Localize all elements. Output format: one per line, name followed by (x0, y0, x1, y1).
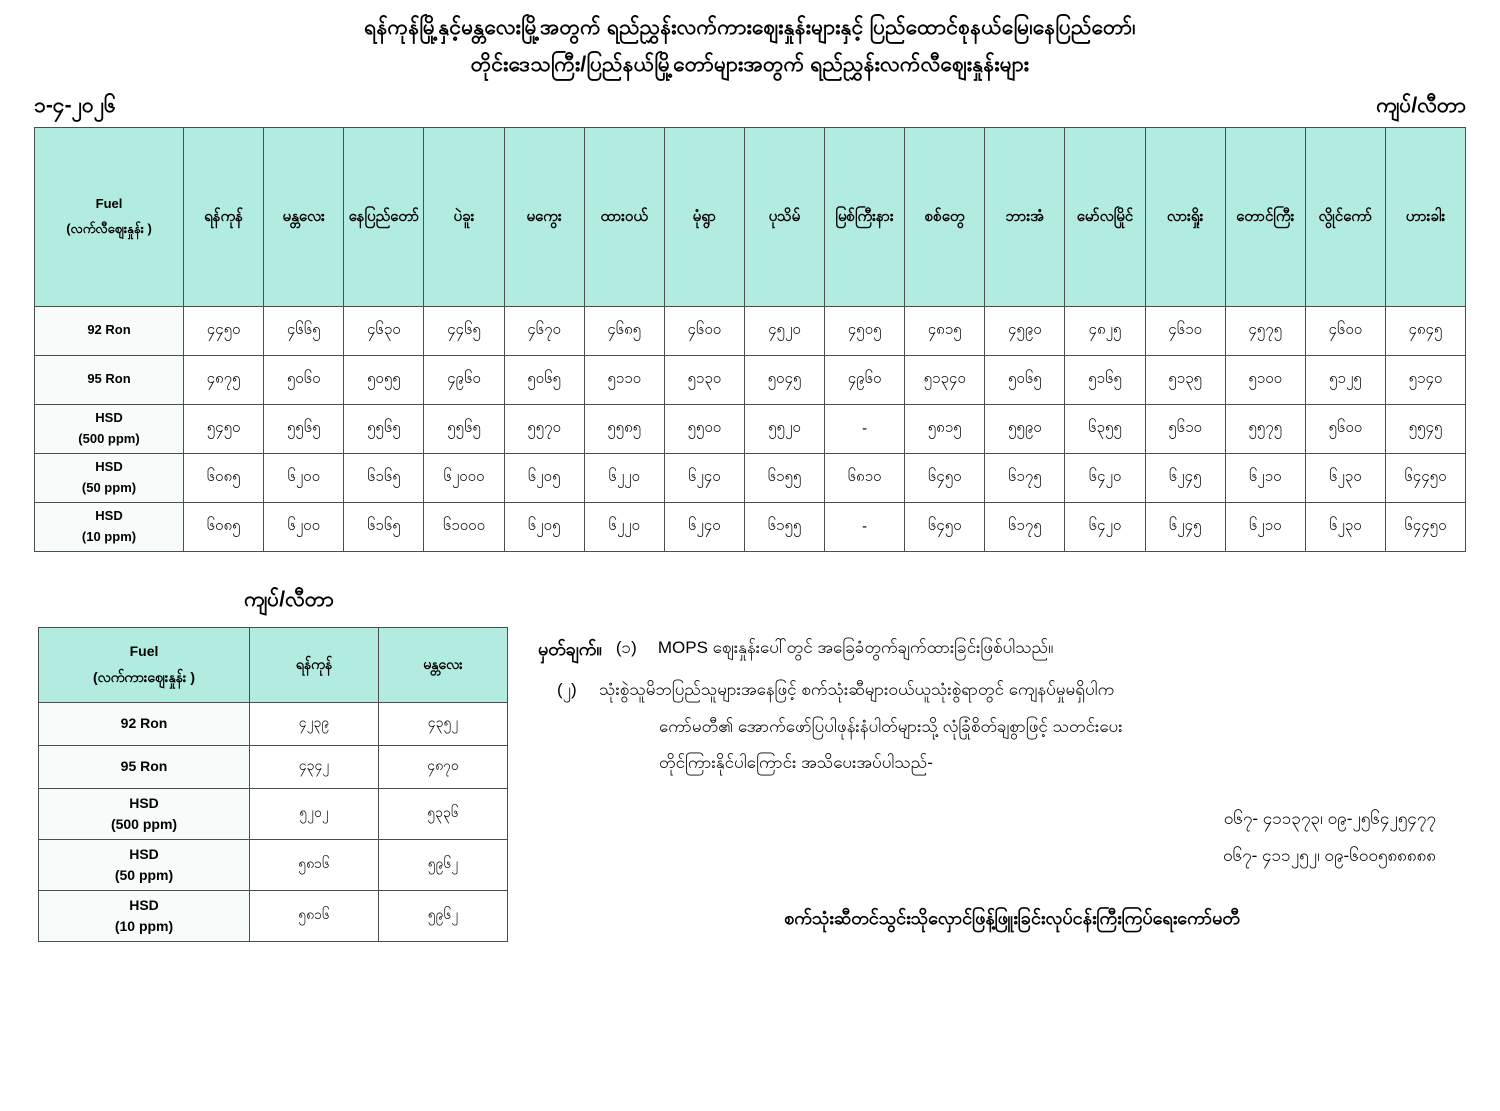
retail-cell: ၆၂၂၀ (584, 502, 664, 551)
retail-cell: ၅၅၆၅ (344, 404, 424, 453)
retail-col-pathein: ပုသိမ် (744, 127, 824, 306)
retail-cell: ၄၆၀၀ (664, 306, 744, 355)
retail-col-naypyitaw: နေပြည်တော် (344, 127, 424, 306)
retail-cell: ၄၅၀၅ (825, 306, 905, 355)
retail-cell: ၅၅၇၅ (1225, 404, 1305, 453)
retail-col-mawlamyine: မော်လမြိုင် (1065, 127, 1145, 306)
retail-cell: ၆၂၄၀ (664, 453, 744, 502)
retail-cell: ၄၆၆၅ (264, 306, 344, 355)
retail-cell: ၆၂၀၀ (264, 453, 344, 502)
note-1 (538, 630, 1466, 669)
retail-cell: ၆၂၄၀ (664, 502, 744, 551)
wholesale-table-head (39, 627, 508, 702)
retail-cell: ၆၈၁၀ (825, 453, 905, 502)
wholesale-row-label-hsd500-en: HSD (129, 794, 159, 811)
retail-cell: ၅၆၁၀ (1145, 404, 1225, 453)
retail-cell: ၆၂၃၀ (1305, 453, 1385, 502)
wholesale-cell: ၅၂၀၂ (250, 788, 379, 839)
wholesale-header-row (39, 627, 508, 702)
wholesale-row-label-hsd50-sub: (50 ppm) (114, 866, 174, 883)
retail-cell: ၆၂၁၀ (1225, 453, 1305, 502)
retail-cell: ၆၄၄၅၀ (1385, 502, 1465, 551)
retail-cell: ၄၈၂၅ (1065, 306, 1145, 355)
retail-row-label-92ron (35, 306, 184, 355)
retail-cell: ၄၅၇၅ (1225, 306, 1305, 355)
note-2-line-2: ကော်မတီ၏ အောက်ဖော်ပြပါဖုန်းနံပါတ်များသို့ လုံခြုံစိတ်ချစွာဖြင့် သတင်းပေး (659, 716, 1123, 736)
retail-cell: ၆၁၆၅ (344, 502, 424, 551)
retail-cell: ၅၅၀၀ (664, 404, 744, 453)
retail-cell: ၆၂၂၀ (584, 453, 664, 502)
retail-cell: ၆၂၀၀ (264, 502, 344, 551)
retail-row-label-hsd50-en: HSD (95, 459, 123, 475)
note-2-line-3: တိုင်ကြားနိုင်ပါကြောင်း အသိပေးအပ်ပါသည်- (659, 753, 933, 773)
wholesale-row-label-92ron (39, 702, 250, 745)
retail-cell: ၄၆၁၀ (1145, 306, 1225, 355)
retail-cell: ၅၅၈၅ (584, 404, 664, 453)
retail-cell: ၆၃၅၅ (1065, 404, 1145, 453)
phone-line-1: ၀၆၇- ၄၁၁၃၇၃၊ ၀၉-၂၅၆၄၂၅၄၇၇ (1223, 808, 1436, 828)
wholesale-cell: ၅၉၆၂ (379, 890, 508, 941)
retail-row-label-hsd50 (35, 453, 184, 502)
retail-cell: ၅၀၆၀ (264, 355, 344, 404)
wholesale-col-mandalay: မန္တလေး (379, 627, 508, 702)
retail-cell: ၄၄၆၅ (424, 306, 504, 355)
wholesale-row-label-hsd10 (39, 890, 250, 941)
retail-cell: ၆၁၇၅ (985, 453, 1065, 502)
retail-cell: ၆၂၄၅ (1145, 453, 1225, 502)
retail-cell: - (825, 404, 905, 453)
retail-col-loikaw: လွိုင်ကော် (1305, 127, 1385, 306)
document-title-block (0, 0, 1500, 84)
wholesale-table-body (39, 702, 508, 941)
unit-label-wholesale: ကျပ်/လီတာ (244, 587, 334, 611)
retail-cell: ၆၁၆၅ (344, 453, 424, 502)
retail-cell: ၅၁၃၅ (1145, 355, 1225, 404)
retail-cell: ၆၄၅၀ (905, 502, 985, 551)
page-title-line-1: ရန်ကုန်မြို့နှင့်မန္တလေးမြို့အတွက် ရည်ညွှန်းလက်ကားဈေးနှုန်းများနှင့် ပြည်ထောင်စုနယ်မြေ၊နေပြည်တော်၊ (364, 16, 1136, 39)
notes-section (504, 586, 1466, 942)
retail-cell: ၆၂၄၅ (1145, 502, 1225, 551)
retail-cell: ၅၅၆၅ (264, 404, 344, 453)
retail-cell: ၅၁၀၀ (1225, 355, 1305, 404)
wholesale-row-label-hsd10-en: HSD (129, 896, 159, 913)
wholesale-cell: ၅၈၁၆ (250, 839, 379, 890)
retail-cell: ၅၁၂၅ (1305, 355, 1385, 404)
retail-cell: ၄၉၆၀ (825, 355, 905, 404)
retail-row-label-hsd500-en: HSD (95, 410, 123, 426)
table-row (35, 306, 1466, 355)
note-2-number: (၂) (557, 680, 577, 700)
retail-cell: ၄၆၃၀ (344, 306, 424, 355)
retail-cell: ၅၁၃၄၀ (905, 355, 985, 404)
retail-cell: ၄၅၂၀ (744, 306, 824, 355)
table-row (39, 702, 508, 745)
retail-cell: ၅၀၆၅ (985, 355, 1065, 404)
retail-cell: ၄၈၄၅ (1385, 306, 1465, 355)
wholesale-cell: ၄၃၅၂ (379, 702, 508, 745)
retail-row-label-hsd10-en: HSD (95, 508, 123, 524)
wholesale-cell: ၅၉၆၂ (379, 839, 508, 890)
retail-cell: ၅၁၃၀ (664, 355, 744, 404)
wholesale-fuel-header-en: Fuel (129, 643, 159, 660)
retail-cell: ၄၈၇၅ (184, 355, 264, 404)
retail-col-taunggyi: တောင်ကြီး (1225, 127, 1305, 306)
retail-cell: ၅၅၉၀ (985, 404, 1065, 453)
retail-cell: ၆၁၅၅ (744, 502, 824, 551)
table-row (35, 355, 1466, 404)
table-row (35, 502, 1466, 551)
note-2-body (599, 672, 1466, 782)
retail-row-label-hsd500-sub: (500 ppm) (78, 430, 140, 446)
wholesale-row-label-hsd10-sub: (10 ppm) (114, 917, 174, 934)
note-2-line-1: သုံးစွဲသူမိဘပြည်သူများအနေဖြင့် စက်သုံးဆီများဝယ်ယူသုံးစွဲရာတွင် ကျေနပ်မှုမရှိပါက (599, 680, 1115, 700)
retail-col-lashio: လားရှိုး (1145, 127, 1225, 306)
retail-row-label-hsd50-sub: (50 ppm) (81, 479, 137, 495)
retail-cell: ၆၂၀၅ (504, 502, 584, 551)
retail-col-yangon: ရန်ကုန် (184, 127, 264, 306)
wholesale-fuel-header (39, 627, 250, 702)
retail-col-myitkyina: မြစ်ကြီးနား (825, 127, 905, 306)
retail-cell: ၅၈၁၅ (905, 404, 985, 453)
retail-cell: ၄၈၁၅ (905, 306, 985, 355)
lower-section (0, 586, 1500, 942)
retail-cell: ၆၄၅၀ (905, 453, 985, 502)
wholesale-cell: ၅၃၃၆ (379, 788, 508, 839)
retail-col-hakha: ဟားခါး (1385, 127, 1465, 306)
retail-row-label-95ron-en: 95 Ron (87, 371, 131, 387)
retail-cell: ၅၅၇၀ (504, 404, 584, 453)
table-row (39, 839, 508, 890)
retail-row-label-hsd10 (35, 502, 184, 551)
wholesale-row-label-hsd500 (39, 788, 250, 839)
retail-row-label-hsd10-sub: (10 ppm) (81, 528, 137, 544)
retail-cell: ၄၆၀၀ (1305, 306, 1385, 355)
wholesale-cell: ၄၂၃၉ (250, 702, 379, 745)
retail-cell: ၆၂၀၅ (504, 453, 584, 502)
retail-header-row (35, 127, 1466, 306)
wholesale-section (34, 586, 504, 942)
effective-date: ၁-၄-၂၀၂၆ (34, 93, 116, 117)
wholesale-row-label-95ron (39, 745, 250, 788)
retail-cell: ၅၅၆၅ (424, 404, 504, 453)
table-row (35, 453, 1466, 502)
meta-row (0, 84, 1500, 127)
retail-cell: ၅၀၄၅ (744, 355, 824, 404)
retail-cell: ၄၆၇၀ (504, 306, 584, 355)
retail-cell: ၅၁၆၅ (1065, 355, 1145, 404)
retail-cell: ၅၀၆၅ (504, 355, 584, 404)
page-title-line-2: တိုင်းဒေသကြီး/ပြည်နယ်မြို့တော်များအတွက် ရည်ညွှန်းလက်လီဈေးနှုန်းများ (470, 52, 1030, 76)
retail-cell: ၆၁၀၀၀ (424, 502, 504, 551)
retail-col-bago: ပဲခူး (424, 127, 504, 306)
retail-cell: ၆၄၂၀ (1065, 453, 1145, 502)
notes-heading: မှတ်ချက်။ (538, 638, 602, 659)
retail-row-label-92ron-en: 92 Ron (87, 322, 131, 338)
retail-cell: ၆၂၁၀ (1225, 502, 1305, 551)
retail-cell: ၄၆၈၅ (584, 306, 664, 355)
retail-cell: ၄၅၉၀ (985, 306, 1065, 355)
wholesale-col-yangon: ရန်ကုန် (250, 627, 379, 702)
wholesale-cell: ၅၈၁၆ (250, 890, 379, 941)
retail-cell: ၆၄၂၀ (1065, 502, 1145, 551)
wholesale-row-label-hsd50-en: HSD (129, 845, 159, 862)
main-table-wrapper (0, 127, 1500, 552)
retail-cell: - (825, 502, 905, 551)
retail-cell: ၆၂၀၀၀ (424, 453, 504, 502)
wholesale-price-table (38, 627, 508, 942)
table-row (35, 404, 1466, 453)
unit-label-main: ကျပ်/လီတာ (1376, 93, 1466, 117)
retail-cell: ၆၀၈၅ (184, 502, 264, 551)
wholesale-row-label-92ron-en: 92 Ron (120, 715, 168, 731)
wholesale-fuel-header-my: (လက်ကားဈေးနှုန်း ) (92, 668, 196, 685)
retail-cell: ၆၂၃၀ (1305, 502, 1385, 551)
retail-col-sittwe: စစ်တွေ (905, 127, 985, 306)
retail-cell: ၅၁၄၀ (1385, 355, 1465, 404)
wholesale-cell: ၄၃၄၂ (250, 745, 379, 788)
note-1-text: MOPS ဈေးနှုန်းပေါ်တွင် အခြေခံတွက်ချက်ထားခြင်းဖြစ်ပါသည်။ (657, 637, 1054, 657)
retail-table-body (35, 306, 1466, 551)
retail-col-dawei: ထားဝယ် (584, 127, 664, 306)
table-row (39, 788, 508, 839)
wholesale-row-label-hsd500-sub: (500 ppm) (110, 815, 178, 832)
retail-cell: ၅၆၀၀ (1305, 404, 1385, 453)
retail-cell: ၆၁၇၅ (985, 502, 1065, 551)
retail-cell: ၆၁၅၅ (744, 453, 824, 502)
retail-fuel-header-my: (လက်လီဈေးနှုန်း ) (66, 220, 152, 236)
wholesale-cell: ၄၈၇၀ (379, 745, 508, 788)
retail-col-mandalay: မန္တလေး (264, 127, 344, 306)
retail-table-head (35, 127, 1466, 306)
retail-cell: ၄၉၆၀ (424, 355, 504, 404)
retail-row-label-hsd500 (35, 404, 184, 453)
table-row (39, 890, 508, 941)
wholesale-row-label-hsd50 (39, 839, 250, 890)
retail-cell: ၄၄၅၀ (184, 306, 264, 355)
retail-cell: ၆၄၄၅၀ (1385, 453, 1465, 502)
retail-fuel-header (35, 127, 184, 306)
wholesale-row-label-95ron-en: 95 Ron (120, 758, 168, 774)
retail-cell: ၅၀၅၅ (344, 355, 424, 404)
retail-cell: ၅၅၄၅ (1385, 404, 1465, 453)
note-1-number: (၁) (615, 637, 637, 657)
retail-col-hpaan: ဘားအံ (985, 127, 1065, 306)
retail-cell: ၆၀၈၅ (184, 453, 264, 502)
retail-col-monywa: မုံရွာ (664, 127, 744, 306)
retail-row-label-95ron (35, 355, 184, 404)
retail-price-table (34, 127, 1466, 552)
note-2 (538, 672, 1466, 782)
retail-cell: ၅၅၂၀ (744, 404, 824, 453)
retail-fuel-header-en: Fuel (95, 195, 123, 211)
committee-signature: စက်သုံးဆီတင်သွင်းသိုလှောင်ဖြန့်ဖြူးခြင်းလုပ်ငန်းကြီးကြပ်ရေးကော်မတီ (784, 907, 1240, 928)
table-row (39, 745, 508, 788)
phone-line-2: ၀၆၇- ၄၁၁၂၅၂၊ ၀၉-၆၀၀၅၈၈၈၈၈ (1222, 846, 1436, 866)
retail-cell: ၅၄၅၀ (184, 404, 264, 453)
retail-cell: ၅၁၁၀ (584, 355, 664, 404)
contact-phones (538, 800, 1466, 875)
retail-col-magway: မကွေး (504, 127, 584, 306)
